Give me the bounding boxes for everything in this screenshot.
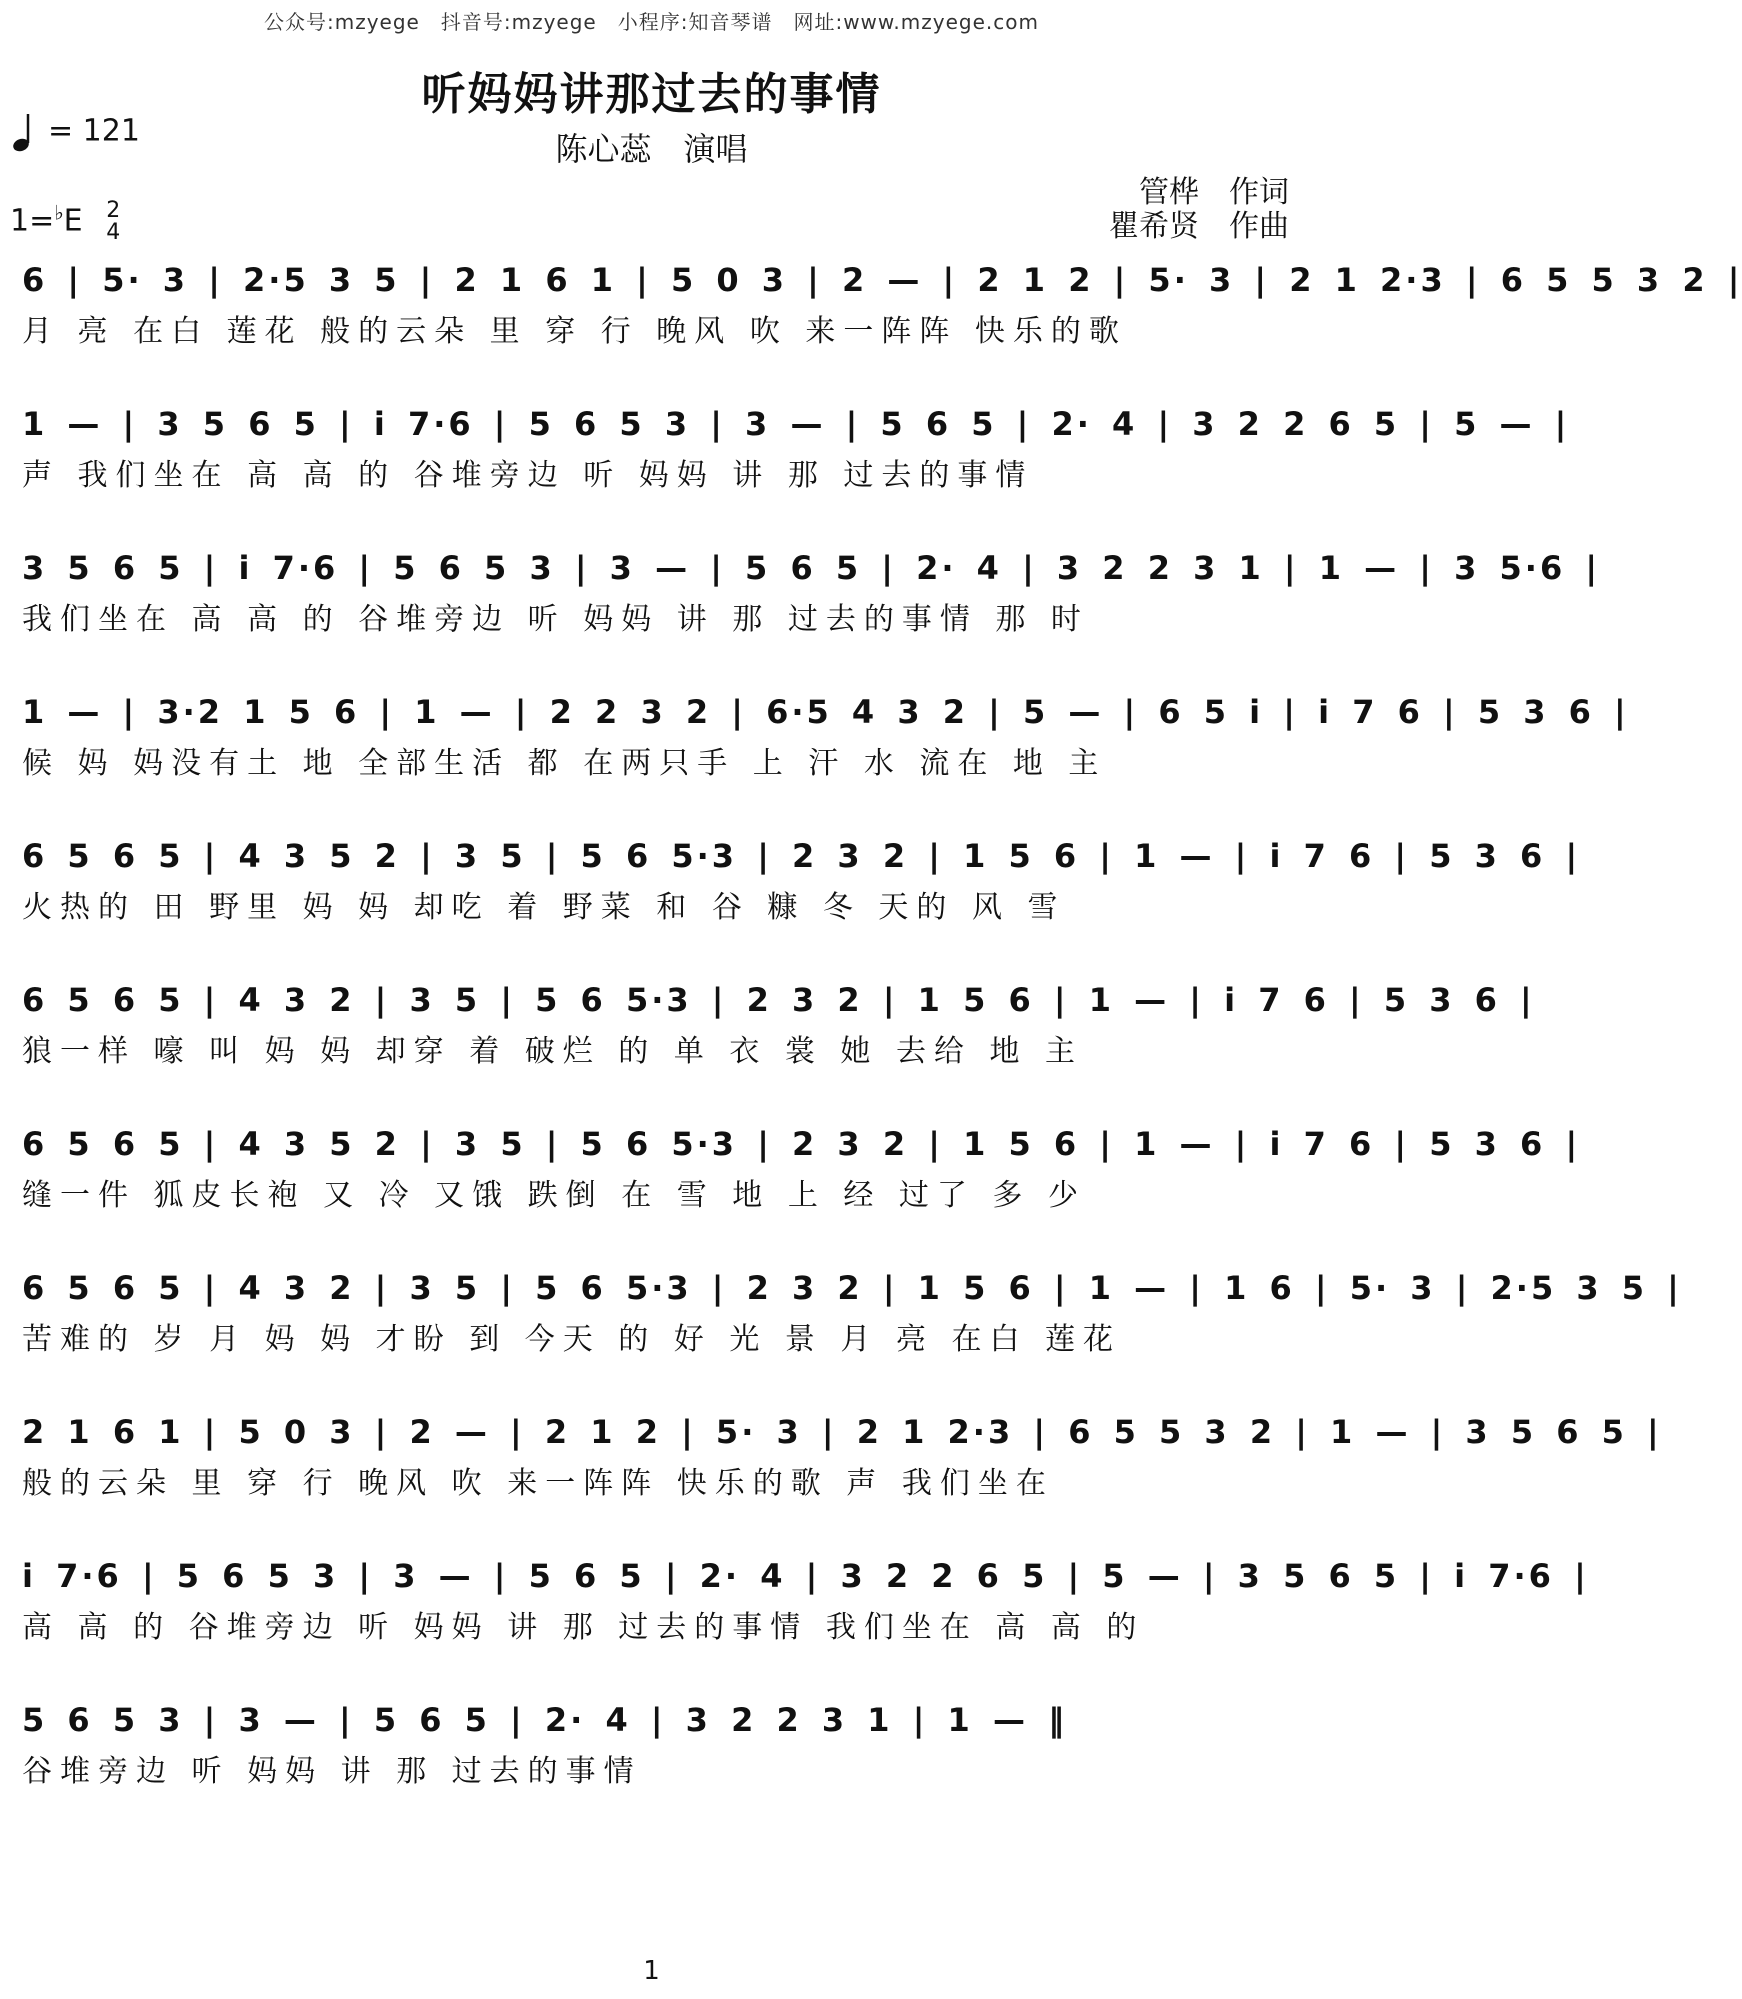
score-system <box>22 826 1581 970</box>
score-system <box>22 1690 1292 1834</box>
composer-credit: 瞿希贤 作曲 <box>1109 209 1289 244</box>
tempo-value: = 121 <box>48 113 140 149</box>
time-sig-top: 2 <box>106 198 121 223</box>
lyrics-line: 苦难的 岁 月 妈 妈 才盼 到 今天 的 好 光 景 月 亮 在白 莲花 <box>22 1322 1122 1357</box>
notation-line: 6 5 6 5 | 4 3 2 | 3 5 | 5 6 5·3 | 2 3 2 | 1 5 6 | 1 — | 1 6 | 5· 3 | 2·5 3 5 | <box>22 1269 1682 1307</box>
score-system <box>22 538 1601 682</box>
score-system <box>22 1114 1581 1258</box>
time-sig-bottom: 4 <box>106 220 121 245</box>
singer-line: 陈心蕊 演唱 <box>555 130 748 168</box>
lyrics-line: 般的云朵 里 穿 行 晚风 吹 来一阵阵 快乐的歌 声 我们坐在 <box>22 1466 1054 1501</box>
lyrics-line: 高 高 的 谷堆旁边 听 妈妈 讲 那 过去的事情 我们坐在 高 高 的 <box>22 1610 1145 1645</box>
notation-line: 1 — | 3 5 6 5 | i 7·6 | 5 6 5 3 | 3 — | 5 6 5 | 2· 4 | 3 2 2 6 5 | 5 — | <box>22 405 1570 443</box>
notation-line: 6 5 6 5 | 4 3 2 | 3 5 | 5 6 5·3 | 2 3 2 | 1 5 6 | 1 — | i 7 6 | 5 3 6 | <box>22 981 1535 1019</box>
notation-line: 5 6 5 3 | 3 — | 5 6 5 | 2· 4 | 3 2 2 3 1 | 1 — ‖ <box>22 1701 1068 1739</box>
lyricist-credit: 管桦 作词 <box>1139 175 1289 210</box>
score-system <box>22 394 1570 538</box>
lyrics-line: 我们坐在 高 高 的 谷堆旁边 听 妈妈 讲 那 过去的事情 那 时 <box>22 602 1089 637</box>
quarter-note-icon <box>12 112 32 152</box>
lyrics-line: 谷堆旁边 听 妈妈 讲 那 过去的事情 <box>22 1754 642 1789</box>
page-number: 1 <box>643 1956 660 1986</box>
notation-line: 3 5 6 5 | i 7·6 | 5 6 5 3 | 3 — | 5 6 5 | 2· 4 | 3 2 2 3 1 | 1 — | 3 5·6 | <box>22 549 1601 587</box>
lyrics-line: 声 我们坐在 高 高 的 谷堆旁边 听 妈妈 讲 那 过去的事情 <box>22 458 1034 493</box>
notation-line: 2 1 6 1 | 5 0 3 | 2 — | 2 1 2 | 5· 3 | 2 1 2·3 | 6 5 5 3 2 | 1 — | 3 5 6 5 | <box>22 1413 1662 1451</box>
song-title: 听妈妈讲那过去的事情 <box>421 69 882 120</box>
notation-line: 6 5 6 5 | 4 3 5 2 | 3 5 | 5 6 5·3 | 2 3 2 | 1 5 6 | 1 — | i 7 6 | 5 3 6 | <box>22 837 1581 875</box>
lyrics-line: 缝一件 狐皮长袍 又 冷 又饿 跌倒 在 雪 地 上 经 过了 多 少 <box>22 1178 1086 1213</box>
time-signature <box>106 200 120 244</box>
score-system <box>22 1258 1682 1402</box>
notation-line: 6 | 5· 3 | 2·5 3 5 | 2 1 6 1 | 5 0 3 | 2 — | 2 1 2 | 5· 3 | 2 1 2·3 | 6 5 5 3 2 | <box>22 261 1742 299</box>
tempo-marking <box>12 112 140 152</box>
score-system <box>22 1546 1589 1690</box>
score-system <box>22 1402 1662 1546</box>
score-system <box>22 970 1535 1114</box>
score-system <box>22 250 1742 394</box>
notation-line: 1 — | 3·2 1 5 6 | 1 — | 2 2 3 2 | 6·5 4 3 2 | 5 — | 6 5 i | i 7 6 | 5 3 6 | <box>22 693 1629 731</box>
credits <box>1109 176 1289 244</box>
lyrics-line: 狼一样 嚎 叫 妈 妈 却穿 着 破烂 的 单 衣 裳 她 去给 地 主 <box>22 1034 1084 1069</box>
lyrics-line: 候 妈 妈没有土 地 全部生活 都 在两只手 上 汗 水 流在 地 主 <box>22 746 1107 781</box>
lyrics-line: 月 亮 在白 莲花 般的云朵 里 穿 行 晚风 吹 来一阵阵 快乐的歌 <box>22 314 1127 349</box>
flat-sign: ♭ <box>54 200 64 225</box>
lyrics-line: 火热的 田 野里 妈 妈 却吃 着 野菜 和 谷 糠 冬 天的 风 雪 <box>22 890 1066 925</box>
notation-line: i 7·6 | 5 6 5 3 | 3 — | 5 6 5 | 2· 4 | 3 2 2 6 5 | 5 — | 3 5 6 5 | i 7·6 | <box>22 1557 1589 1595</box>
key-prefix: 1= <box>10 203 55 239</box>
score-system <box>22 682 1629 826</box>
source-header: 公众号:mzyege 抖音号:mzyege 小程序:知音琴谱 网址:www.mzyege.com <box>264 10 1039 34</box>
notation-line: 6 5 6 5 | 4 3 5 2 | 3 5 | 5 6 5·3 | 2 3 2 | 1 5 6 | 1 — | i 7 6 | 5 3 6 | <box>22 1125 1581 1163</box>
key-note: E <box>63 203 83 239</box>
key-signature <box>10 200 120 244</box>
score <box>22 250 1742 1834</box>
